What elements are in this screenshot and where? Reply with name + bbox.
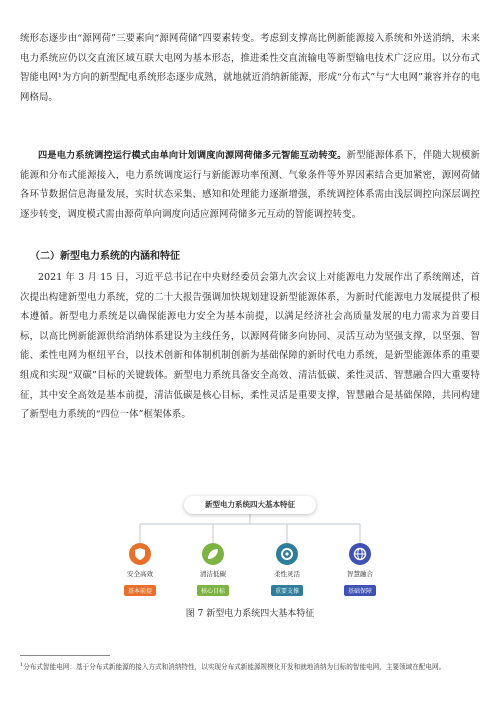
paragraph-definition: 2021 年 3 月 15 日，习近平总书记在中央财经委员会第九次会议上对能源电力发展作出了系统阐述，首次提出构建新型电力系统，党的二十大报告强调加快规划建设新型能源体系，为新时代能源电力发展提供了根本遵循。新型电力系统是以确保能源电力安全为基本前提，以满足经济社会高质量发展的电力需求为首要目标，以高比例新能源供给消纳体系建设为主线任务，以源网荷储多向协同、灵活互动为坚强支撑，以坚强、智能、柔性电网为枢纽平台，以技术创新和体制机制创新为基础保障的新时代电力系统，是新型能源体系的重要组成和实现“双碳”目标的关键载体。新型电力系统具备安全高效、清洁低碳、柔性灵活、智慧融合四大重要特征，其中安全高效是基本前提，清洁低碳是核心目标，柔性灵活是重要支撑，智慧融合是基础保障，共同构建了新型电力系统的“四位一体”框架体系。 (20, 272, 480, 421)
paragraph-dispatch-mode (20, 146, 480, 224)
feature-name: 安全高效 (127, 570, 153, 578)
globe-icon (349, 543, 371, 565)
figure-title: 新型电力系统四大基本特征 (184, 496, 316, 514)
feature-smart-fusion (330, 543, 390, 597)
leaf-icon (202, 543, 224, 565)
footnote-text: 分布式智能电网：基于分布式新能源的接入方式和消纳特性，以实现分布式新能源规模化开发和就地消纳为目标的智能电网，主要领域在配电网。 (23, 663, 446, 672)
feature-clean-lowcarbon (183, 543, 243, 597)
feature-tag: 基础保障 (344, 585, 376, 596)
feature-tag: 基本前提 (124, 585, 156, 596)
paragraph-grid-form: 统形态逐步由“源网荷”三要素向“源网荷储”四要素转变。考虑到支撑高比例新能源接入系统和外送消纳，未来电力系统应仍以交直流区域互联大电网为基本形态，推进柔性交直流输电等新型输电技术广泛应用。以分布式智能电网¹为方向的新型配电系统形态逐步成熟，就地就近消纳新能源，形成“分布式”与“大电网”兼容并存的电网格局。 (20, 33, 480, 103)
feature-safe-efficient (110, 543, 170, 597)
feature-tag: 重要支撑 (271, 585, 303, 596)
figure-caption: 图 7 新型电力系统四大基本特征 (185, 609, 315, 619)
paragraph-lead-bold: 四是电力系统调控运行模式由单向计划调度向源网荷储多元智能互动转变。 (38, 150, 347, 161)
features-figure (105, 491, 395, 603)
footnote-divider (20, 655, 110, 656)
footnote-marker: 1 (20, 662, 24, 668)
feature-tag: 核心目标 (197, 585, 229, 596)
paragraph-body: 新型能源体系下，伴随大规模新能源和分布式能源接入，电力系统调度运行与新能源功率预测、气象条件等外界因素结合更加紧密，源网荷储各环节数据信息海量发展，实时状态采集、感知和处理能力逐渐增强，系统调控体系需由浅层调控向深层调控逐步转变，调度模式需由源荷单向调度向适应源网荷储多元互动的智能调控转变。 (20, 150, 480, 220)
flex-icon (276, 543, 298, 565)
feature-name: 智慧融合 (347, 570, 373, 578)
section-heading: （二）新型电力系统的内涵和特征 (30, 251, 180, 262)
shield-icon (129, 543, 151, 565)
footnote (20, 659, 480, 673)
feature-name: 柔性灵活 (274, 570, 300, 578)
feature-flexible (257, 543, 317, 597)
feature-name: 清洁低碳 (200, 570, 226, 578)
